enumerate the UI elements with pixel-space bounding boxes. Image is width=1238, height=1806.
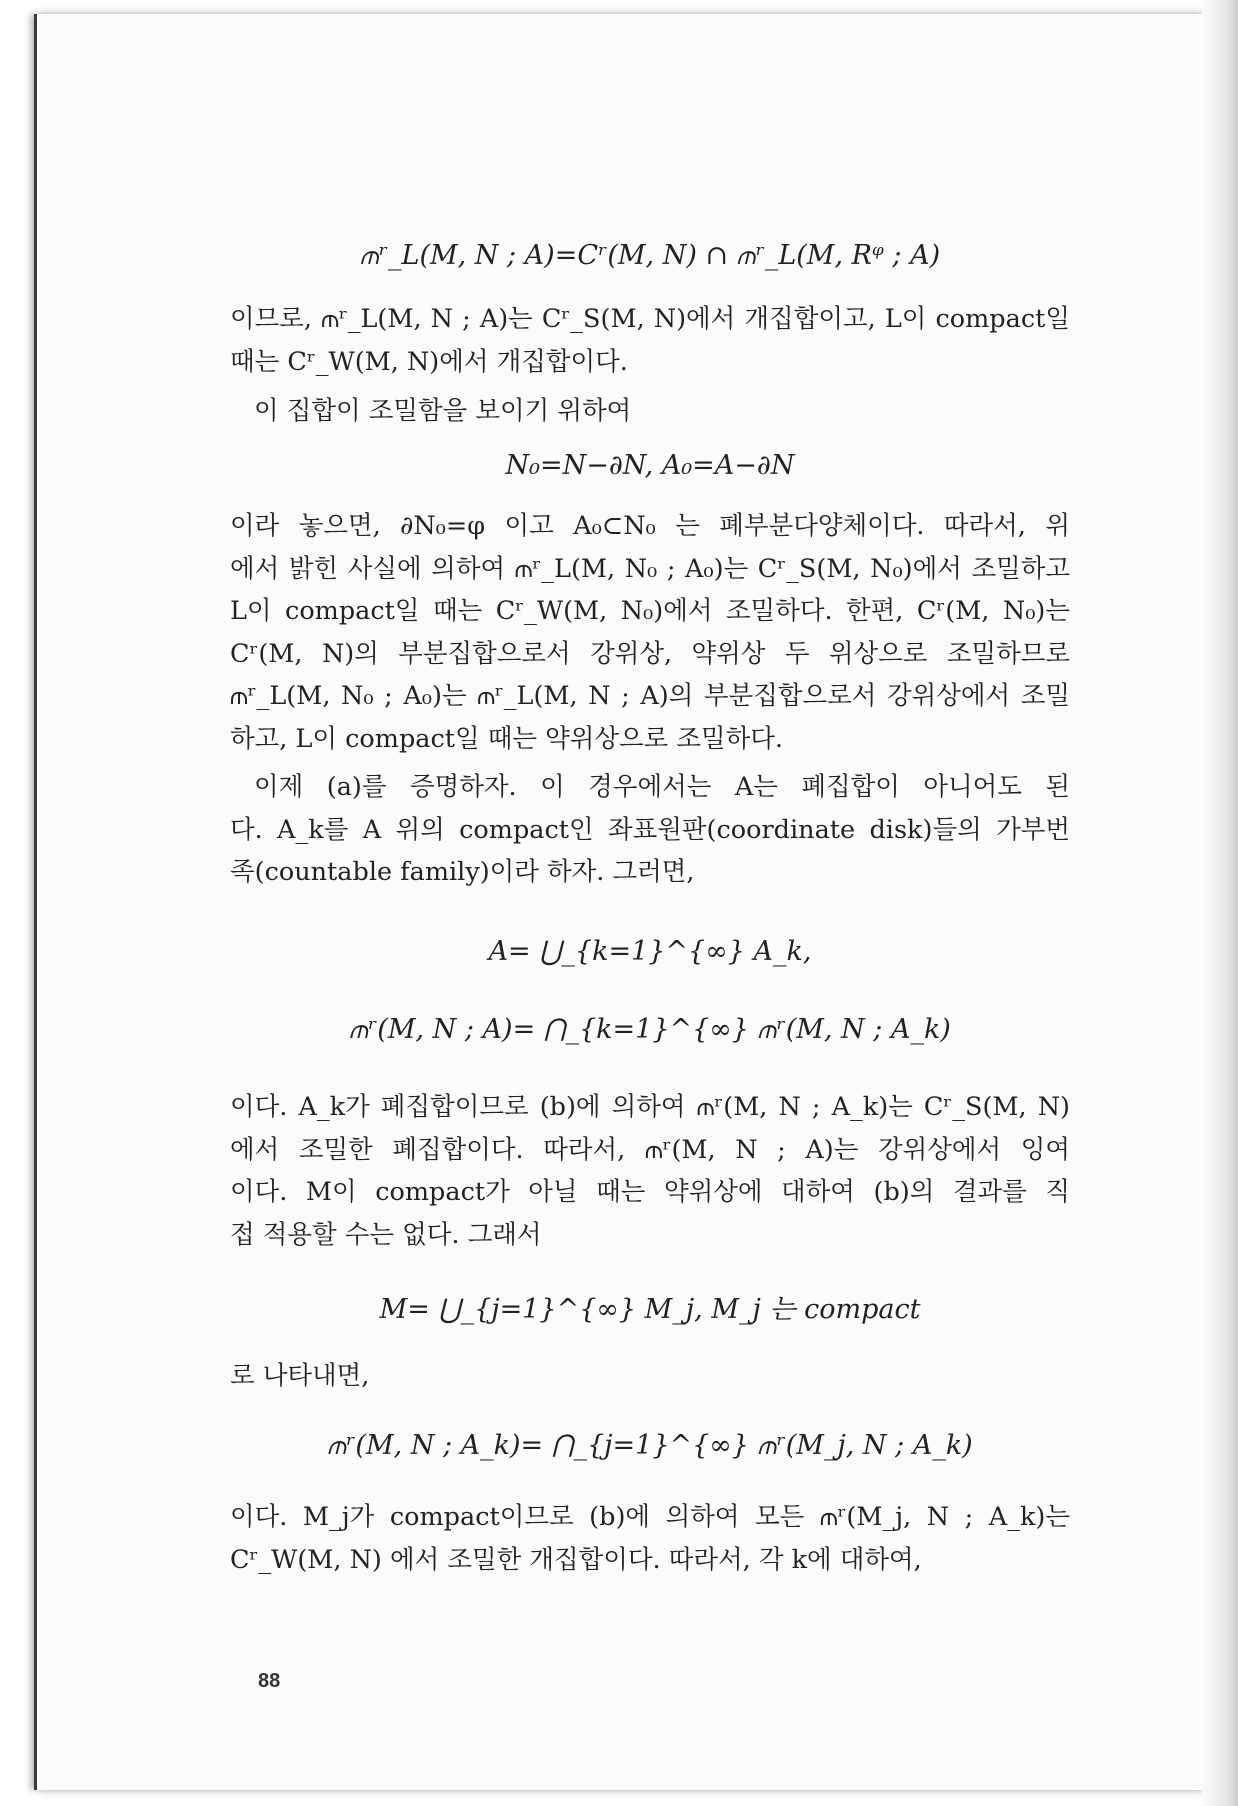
equation-3: A= ⋃_{k=1}^{∞} A_k, xyxy=(488,936,812,967)
paragraph-line: 로 나타내면, xyxy=(230,1361,370,1391)
paragraph-4 xyxy=(230,766,1070,894)
paragraph-1 xyxy=(230,298,1070,383)
paragraph-line: 접 적용할 수는 없다. 그래서 xyxy=(230,1219,542,1250)
paragraph-line: 하고, L이 compact일 때는 약위상으로 조밀하다. xyxy=(230,723,784,754)
paragraph-2 xyxy=(230,390,1070,433)
page-edge-shadow xyxy=(1202,0,1238,1806)
equation-2: N₀=N−∂N, A₀=A−∂N xyxy=(505,450,795,481)
equation-6: ⫙ʳ(M, N ; A_k)= ⋂_{j=1}^{∞} ⫙ʳ(M_j, N ; A_k) xyxy=(327,1430,973,1461)
paragraph-3 xyxy=(230,505,1070,760)
paragraph-line: 이라 놓으면, ∂N₀=φ 이고 A₀⊂N₀ 는 폐부분다양체이다. 따라서, 위 xyxy=(230,511,1070,541)
paragraph-line: 에서 밝힌 사실에 의하여 ⫙ʳ_L(M, N₀ ; A₀)는 Cʳ_S(M, N₀)에서 조밀하고 xyxy=(230,553,1070,584)
paragraph-line: 때는 Cʳ_W(M, N)에서 개집합이다. xyxy=(230,346,628,377)
paragraph-line: Cʳ_W(M, N) 에서 조밀한 개집합이다. 따라서, 각 k에 대하여, xyxy=(230,1544,922,1575)
equation-5: M= ⋃_{j=1}^{∞} M_j, M_j 는 compact xyxy=(379,1294,921,1325)
paragraph-line: 이제 (a)를 증명하자. 이 경우에서는 A는 폐집합이 아니어도 된 xyxy=(254,772,1070,802)
paragraph-line: 이 집합이 조밀함을 보이기 위하여 xyxy=(254,396,632,426)
page-number: 88 xyxy=(258,1670,281,1692)
paragraph-line: 다. A_k를 A 위의 compact인 좌표원판(coordinate disk)들의 가부번 xyxy=(230,814,1070,845)
paragraph-line: ⫙ʳ_L(M, N₀ ; A₀)는 ⫙ʳ_L(M, N ; A)의 부분집합으로서 강위상에서 조밀 xyxy=(230,681,1070,711)
paragraph-line: 이다. M이 compact가 아닐 때는 약위상에 대하여 (b)의 결과를 직 xyxy=(230,1177,1070,1207)
paragraph-line: L이 compact일 때는 Cʳ_W(M, N₀)에서 조밀하다. 한편, Cʳ(M, N₀)는 xyxy=(230,596,1070,626)
paragraph-line: Cʳ(M, N)의 부분집합으로서 강위상, 약위상 두 위상으로 조밀하므로 xyxy=(230,638,1070,669)
equation-4: ⫙ʳ(M, N ; A)= ⋂_{k=1}^{∞} ⫙ʳ(M, N ; A_k) xyxy=(349,1014,951,1045)
paragraph-line: 이다. M_j가 compact이므로 (b)에 의하여 모든 ⫙ʳ(M_j, N ; A_k)는 xyxy=(230,1502,1070,1532)
paragraph-line: 이다. A_k가 폐집합이므로 (b)에 의하여 ⫙ʳ(M, N ; A_k)는 Cʳ_S(M, N) xyxy=(230,1092,1070,1122)
paragraph-7 xyxy=(230,1496,1070,1581)
paragraph-line: 에서 조밀한 폐집합이다. 따라서, ⫙ʳ(M, N ; A)는 강위상에서 잉여 xyxy=(230,1134,1070,1165)
paragraph-line: 이므로, ⫙ʳ_L(M, N ; A)는 Cʳ_S(M, N)에서 개집합이고, L이 compact일 xyxy=(230,304,1070,334)
paragraph-line: 족(countable family)이라 하자. 그러면, xyxy=(230,857,695,887)
paragraph-6 xyxy=(230,1355,1070,1398)
equation-1: ⫙ʳ_L(M, N ; A)=Cʳ(M, N) ∩ ⫙ʳ_L(M, Rᵠ ; A) xyxy=(359,240,941,271)
paragraph-5 xyxy=(230,1086,1070,1256)
